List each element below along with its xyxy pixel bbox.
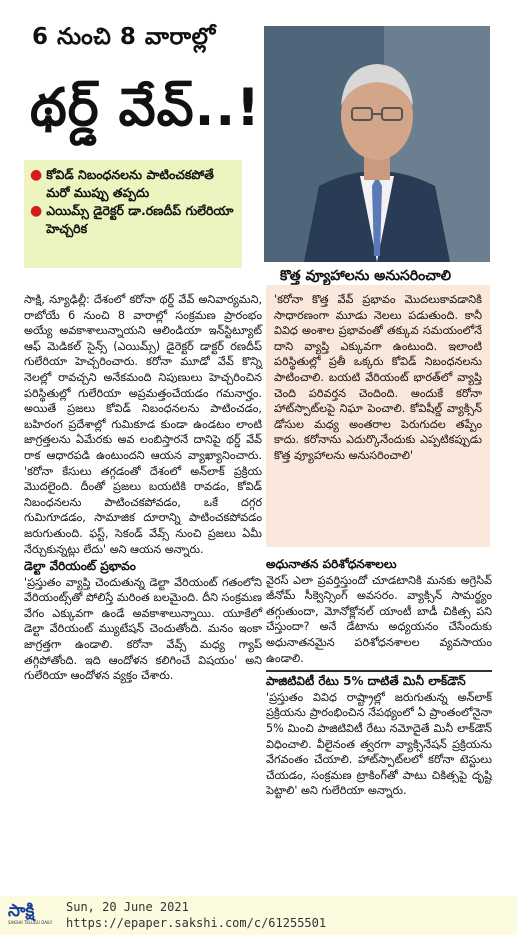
- edition-date: Sun, 20 June 2021: [66, 900, 189, 914]
- left-column: [24, 292, 262, 684]
- highlight-item: [30, 202, 236, 238]
- article-subheadline: 6 నుంచి 8 వారాల్లో: [32, 24, 216, 50]
- quote-paragraph: 'కరోనా కొత్త వేవ్ ప్రభావం మొదలుకావడానికి సాధారణంగా మూడు నెలలు పడుతుంది. కానీ వివిధ అంశాల ప్రభావంతో తక్కువ సమయంలోనే దాని వ్యాప్తి ఎక్కువగా ఉంటుంది. ఇలాంటి పరిస్థితుల్లో ప్రతీ ఒక్కరు కోవిడ్ నిబంధనలను పాటించాలి. బయటి వేరియంట్ భారత్‌లో వ్యాప్తి చెంది పరివర్తన చెందింది. అందుకే కరోనా హాట్‌స్పాట్‌లపై నిఘా పెంచాలి. కోవిషీల్డ్ వ్యాక్సిన్ డోసుల మధ్య అంతరాల పెరుగుదల తప్పేం కాదు. కరోనాను ఎదుర్కొనేందుకు ఎప్పటికప్పుడు కొత్త వ్యూహాలను అనుసరించాలి': [274, 293, 482, 462]
- section-paragraph: 'ప్రస్తుతం వ్యాప్తి చెందుతున్న డెల్టా వేరియంట్ గతంలోని వేరియంట్స్‌తో పోలిస్తే మరింత బలమైంది. దీని సంక్రమణ వేగం ఎక్కువగా ఉండే అవకాశాలున్నాయి. యూకేలో డెల్టా వేరియంట్ మ్యుటేషన్ చెందుతోంది. మనం ఇంకా జాగ్రత్తగా ఉండాలి. కరోనా వేవ్స్ మధ్య గ్యాప్ తగ్గిపోతోంది. ఇది ఆందోళన కలిగించే విషయం' అని గులేరియా ఆందోళన వ్యక్తం చేశారు.: [24, 575, 262, 683]
- section-paragraph: వైరస్ ఎలా ప్రవర్తిస్తుందో చూడటానికి మనకు అగ్రెసివ్ జీనోమ్ సీక్వెన్సింగ్ అవసరం. వ్యాక్సిన్ సామర్థ్యం తగ్గుతుందా, మోనోక్లోనల్ యాంటీ బాడీ చికిత్స పని చేస్తుందా? అనే డేటాను అధ్యయనం చేసేందుకు అధునాతనమైన పరిశోధనశాలల వ్యవసాయం ఉండాలి.: [266, 573, 492, 665]
- sakshi-logo: [8, 901, 53, 928]
- logo-subtitle: SAKSHI TELUGU DAILY: [8, 920, 53, 925]
- portrait-photo: [264, 26, 490, 262]
- portrait-illustration: [264, 26, 490, 262]
- bullet-icon: ●: [30, 203, 43, 219]
- highlight-item: [30, 166, 236, 202]
- logo-text: సాక్షి: [8, 901, 35, 921]
- quote-box-text: [274, 292, 482, 464]
- article-headline: థర్డ్ వేవ్..!: [30, 78, 261, 138]
- highlight-text: ఎయిమ్స్ డైరెక్టర్ డా.రణదీప్ గులేరియా హెచ్చరిక: [46, 203, 234, 236]
- intro-paragraph: సాక్షి, న్యూఢిల్లీ: దేశంలో కరోనా థర్డ్ వేవ్ అనివార్యమని, రాబోయే 6 నుంచి 8 వారాల్లో సంక్రమణ ప్రారంభం అయ్యే అవకాశాలున్నాయని ఆలిండియా ఇన్‌స్టిట్యూట్ ఆఫ్ మెడికల్ సైన్స్ (ఎయిమ్స్) డైరెక్టర్ డాక్టర్ రణదీప్ గులేరియా హెచ్చరించారు. కరోనా మూడో వేవ్ కొన్ని నెలల్లో రావచ్చని అనేకమంది నిపుణులు హెచ్చరించిన పరిస్థితుల్లో గులేరియా అప్రమత్తంచేయడం గమనార్హం. అయితే ప్రజలు కోవిడ్ నిబంధనలను పాటించడం, బహిరంగ ప్రదేశాల్లో గుమికూడ కుండా ఉండటం లాంటి జాగ్రత్తలను ఏమేరకు అవ లంబిస్తారనే దానిపై థర్డ్ వేవ్ రాక ఆధారపడి ఉంటుందని ఆయన వ్యాఖ్యానించారు. 'కరోనా కేసులు తగ్గడంతో దేశంలో అన్‌లాక్ ప్రక్రియ మొదలైంది. దీంతో ప్రజలు బయటికి రావడం, కోవిడ్ నిబంధనలను పాటించకపోవడం, ఒకే దగ్గర గుమిగూడడం, సామాజిక దూరాన్ని పాటించకపోవడం జరుగుతుంది. ఫస్ట్, సెకండ్ వేవ్స్ నుంచి ప్రజలు ఏమీ నేర్చుకున్నట్లు లేదు' అని ఆయన అన్నారు.: [24, 293, 262, 556]
- section-paragraph: 'ప్రస్తుతం వివిధ రాష్ట్రాల్లో జరుగుతున్న అన్‌లాక్ ప్రక్రియను ప్రారంభించిన నేపథ్యంలో ఏ ప్రాంతంలోనైనా 5% మించి పాజిటివిటీ రేటు నమోదైతే మినీ లాక్‌డౌన్ విధించాలి. వీలైనంత త్వరగా వ్యాక్సినేషన్ ప్రక్రియను వేగవంతం చేయాలి. హాట్‌స్పాట్‌లలో కరోనా టెస్టులు చేయడం, సంక్రమణ ట్రాకింగ్‌తో పాటు చికిత్సపై దృష్టి పెట్టాలి' అని గులేరియా అన్నారు.: [266, 690, 492, 798]
- highlights-box: [24, 160, 242, 268]
- bullet-icon: ●: [30, 167, 43, 183]
- right-column: [266, 557, 492, 799]
- divider: [266, 670, 492, 672]
- photo-caption: కొత్త వ్యూహాలను అనుసరించాలి: [280, 268, 451, 284]
- section-heading: అధునాతన పరిశోధనశాలలు: [266, 557, 397, 571]
- section-heading: పాజిటివిటీ రేటు 5% దాటితే మినీ లాక్‌డౌన్: [266, 674, 466, 689]
- highlight-text: కోవిడ్ నిబంధనలను పాటించకపోతే మరో ముప్పు తప్పదు: [46, 167, 214, 200]
- epaper-link[interactable]: https://epaper.sakshi.com/c/61255501: [66, 916, 327, 930]
- section-heading: డెల్టా వేరియంట్ ప్రభావం: [24, 559, 136, 574]
- footer-bar: [0, 896, 517, 935]
